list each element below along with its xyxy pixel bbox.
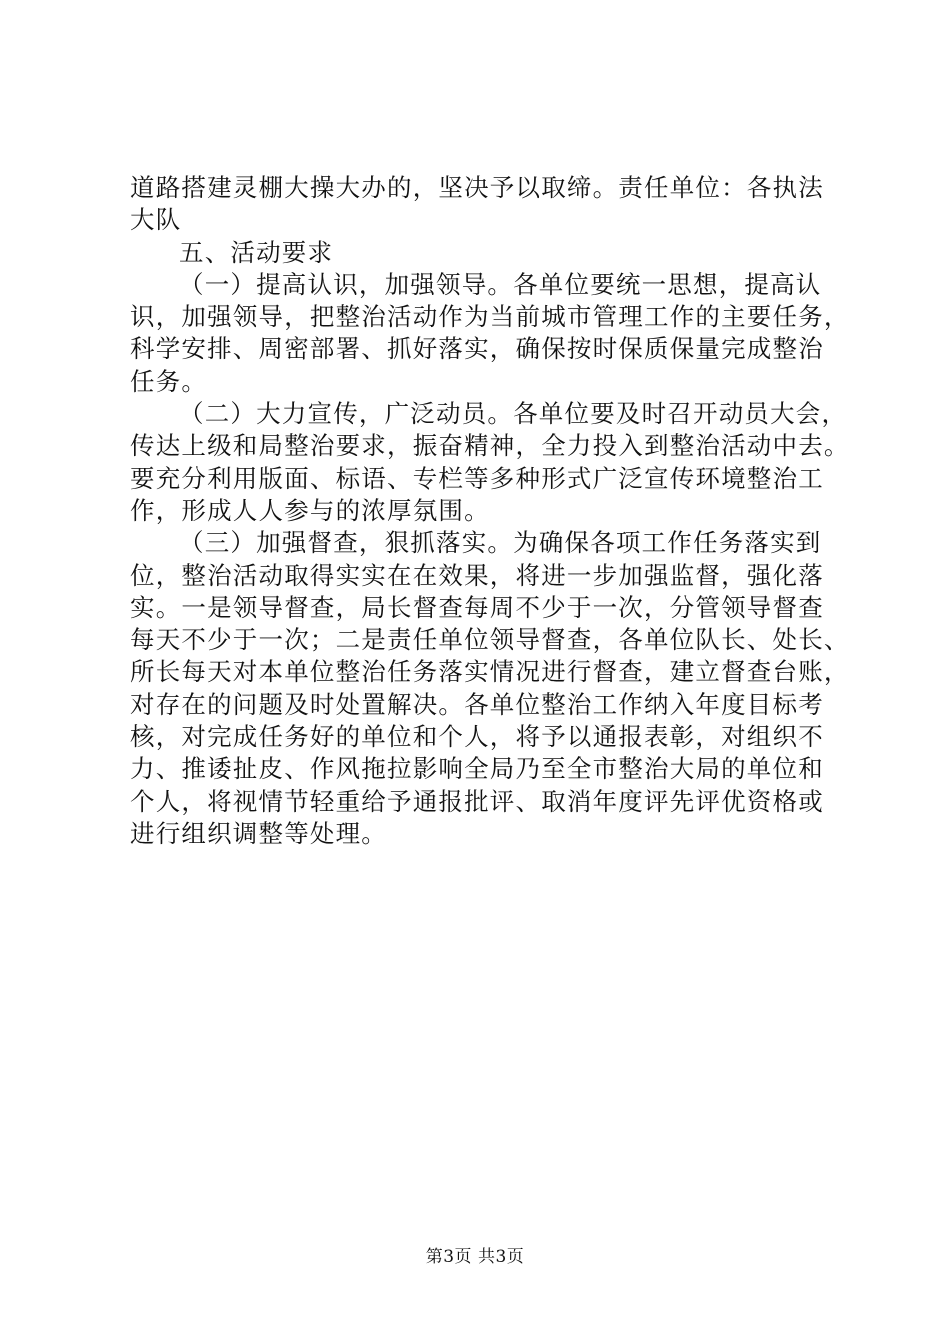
text-line: 要充分利用版面、标语、专栏等多种形式广泛宣传环境整治工 xyxy=(130,463,824,493)
text-line: 传达上级和局整治要求，振奋精神，全力投入到整治活动中去。 xyxy=(130,431,850,461)
paragraph-start: （一）提高认识，加强领导。各单位要统一思想，提高认 xyxy=(179,269,822,299)
text-line: 大队 xyxy=(130,205,182,235)
page-footer: 第3页 共3页 xyxy=(425,1247,525,1267)
text-line: 科学安排、周密部署、抓好落实，确保按时保质保量完成整治 xyxy=(130,334,824,364)
paragraph-start: （三）加强督查，狠抓落实。为确保各项工作任务落实到 xyxy=(179,528,822,558)
text-line: 每天不少于一次；二是责任单位领导督查，各单位队长、处长、 xyxy=(130,625,850,655)
section-heading: 五、活动要求 xyxy=(179,237,334,267)
text-line: 对存在的问题及时处置解决。各单位整治工作纳入年度目标考 xyxy=(130,689,824,719)
paragraph-start: （二）大力宣传，广泛动员。各单位要及时召开动员大会， xyxy=(179,399,848,429)
text-line: 力、推诿扯皮、作风拖拉影响全局乃至全市整治大局的单位和 xyxy=(130,754,824,784)
text-line: 作，形成人人参与的浓厚氛围。 xyxy=(130,495,490,525)
text-line: 识，加强领导，把整治活动作为当前城市管理工作的主要任务， xyxy=(130,302,850,332)
text-line: 位，整治活动取得实实在在效果，将进一步加强监督，强化落 xyxy=(130,560,824,590)
document-body xyxy=(130,172,850,850)
text-line: 所长每天对本单位整治任务落实情况进行督查，建立督查台账， xyxy=(130,657,850,687)
text-line: 进行组织调整等处理。 xyxy=(130,818,387,848)
text-line: 核，对完成任务好的单位和个人，将予以通报表彰，对组织不 xyxy=(130,722,824,752)
text-line: 任务。 xyxy=(130,366,208,396)
text-line: 实。一是领导督查，局长督查每周不少于一次，分管领导督查 xyxy=(130,592,824,622)
text-line: 个人，将视情节轻重给予通报批评、取消年度评先评优资格或 xyxy=(130,786,824,816)
text-line: 道路搭建灵棚大操大办的，坚决予以取缔。责任单位：各执法 xyxy=(130,173,824,202)
